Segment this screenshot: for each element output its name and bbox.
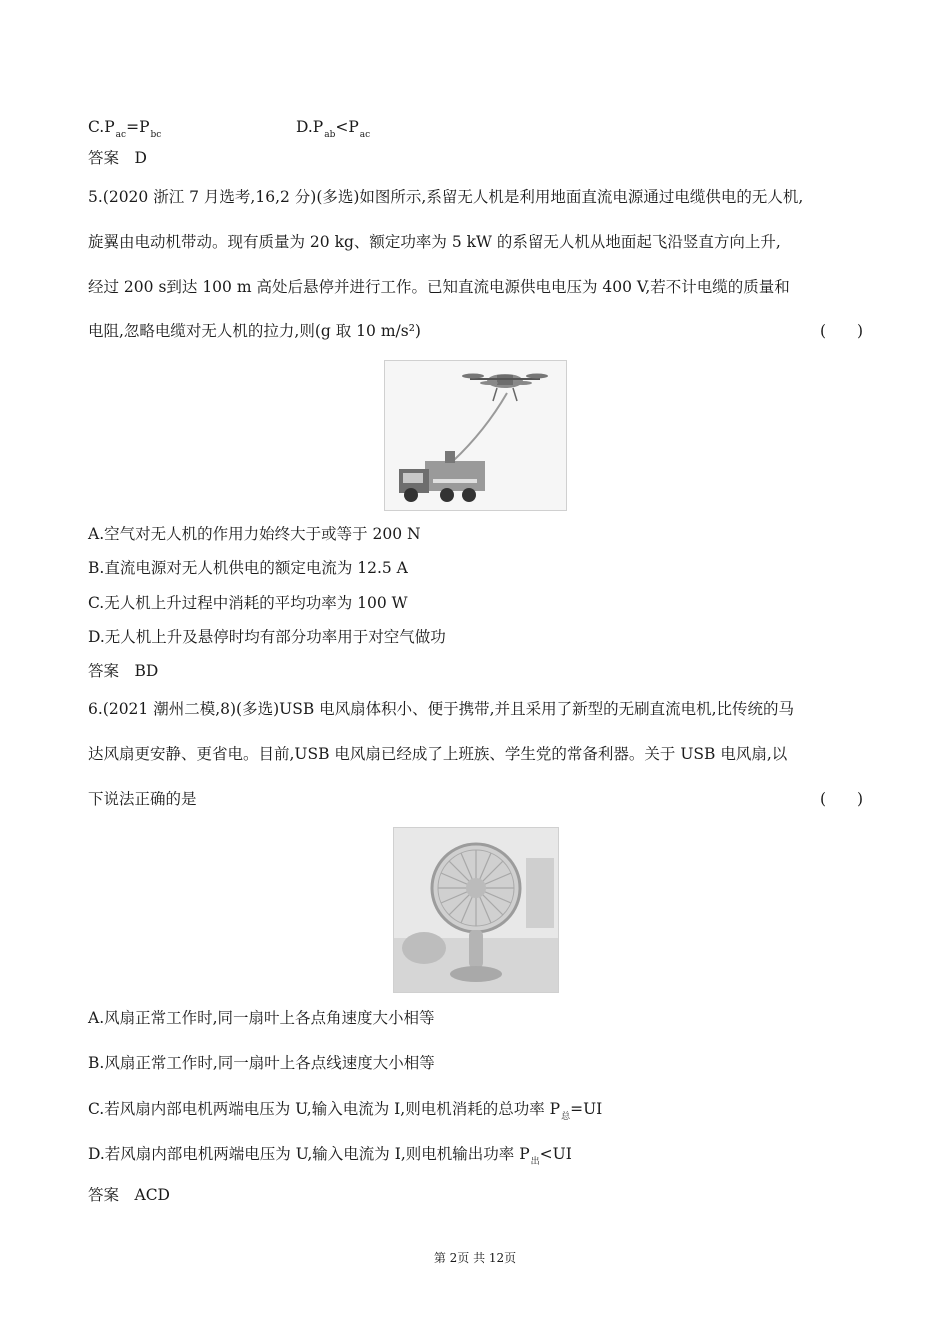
q6-option-c xyxy=(88,1099,602,1122)
q4-option-c xyxy=(88,117,161,140)
q6-option-d-text: D.若风扇内部电机两端电压为 U,输入电流为 I,则电机输出功率 P xyxy=(88,1145,530,1163)
q6-option-c-text: C.若风扇内部电机两端电压为 U,输入电流为 I,则电机消耗的总功率 P xyxy=(88,1100,561,1118)
q5-stem-line-2: 旋翼由电动机带动。现有质量为 20 kg、额定功率为 5 kW 的系留无人机从地面起飞沿竖直方向上升, xyxy=(88,233,781,251)
q5-stem-line-1: 5.(2020 浙江 7 月选考,16,2 分)(多选)如图所示,系留无人机是利用地面直流电源通过电缆供电的无人机, xyxy=(88,188,804,206)
q6-option-b: B.风扇正常工作时,同一扇叶上各点线速度大小相等 xyxy=(88,1054,435,1072)
q4-option-c-sub2: bc xyxy=(150,130,162,140)
q4-answer: 答案 D xyxy=(88,149,147,167)
usb-fan-image xyxy=(394,828,558,992)
tethered-drone-image xyxy=(385,361,566,510)
q6-option-d-tail: <UI xyxy=(539,1145,572,1163)
q4-option-d xyxy=(296,117,370,140)
q4-option-c-mid: =P xyxy=(126,118,150,136)
q6-stem-line-2: 达风扇更安静、更省电。目前,USB 电风扇已经成了上班族、学生党的常备利器。关于 USB 电风扇,以 xyxy=(88,745,788,763)
q6-option-d xyxy=(88,1144,572,1167)
q4-option-d-mid: <P xyxy=(335,118,359,136)
q5-stem-line-4: 电阻,忽略电缆对无人机的拉力,则(g 取 10 m/s²) xyxy=(88,322,421,340)
fan-figure xyxy=(393,827,559,993)
q5-stem-line-3: 经过 200 s到达 100 m 高处后悬停并进行工作。已知直流电源供电电压为 400 V,若不计电缆的质量和 xyxy=(88,278,790,296)
q5-option-c: C.无人机上升过程中消耗的平均功率为 100 W xyxy=(88,594,408,612)
q5-option-d: D.无人机上升及悬停时均有部分功率用于对空气做功 xyxy=(88,628,446,646)
q6-option-a: A.风扇正常工作时,同一扇叶上各点角速度大小相等 xyxy=(88,1009,435,1027)
q6-answer: 答案 ACD xyxy=(88,1186,170,1204)
q6-option-c-sub: 总 xyxy=(561,1112,571,1122)
q4-option-d-text: D.P xyxy=(296,118,324,136)
q4-option-d-sub2: ac xyxy=(359,130,371,140)
q6-stem-line-1: 6.(2021 潮州二模,8)(多选)USB 电风扇体积小、便于携带,并且采用了新型的无刷直流电机,比传统的马 xyxy=(88,700,794,718)
q4-option-c-sub1: ac xyxy=(115,130,127,140)
q4-option-d-sub1: ab xyxy=(324,130,336,140)
page-footer: 第 2页 共 12页 xyxy=(433,1251,517,1265)
drone-figure xyxy=(384,360,567,511)
q5-answer: 答案 BD xyxy=(88,662,159,680)
q6-option-c-tail: =UI xyxy=(570,1100,603,1118)
q5-answer-blank: ( ) xyxy=(820,322,864,340)
q4-option-c-text: C.P xyxy=(88,118,115,136)
q6-stem-line-3: 下说法正确的是 xyxy=(88,790,197,808)
q5-option-b: B.直流电源对无人机供电的额定电流为 12.5 A xyxy=(88,559,408,577)
q5-option-a: A.空气对无人机的作用力始终大于或等于 200 N xyxy=(88,525,421,543)
q6-answer-blank: ( ) xyxy=(820,790,864,808)
q6-option-d-sub: 出 xyxy=(530,1157,540,1167)
